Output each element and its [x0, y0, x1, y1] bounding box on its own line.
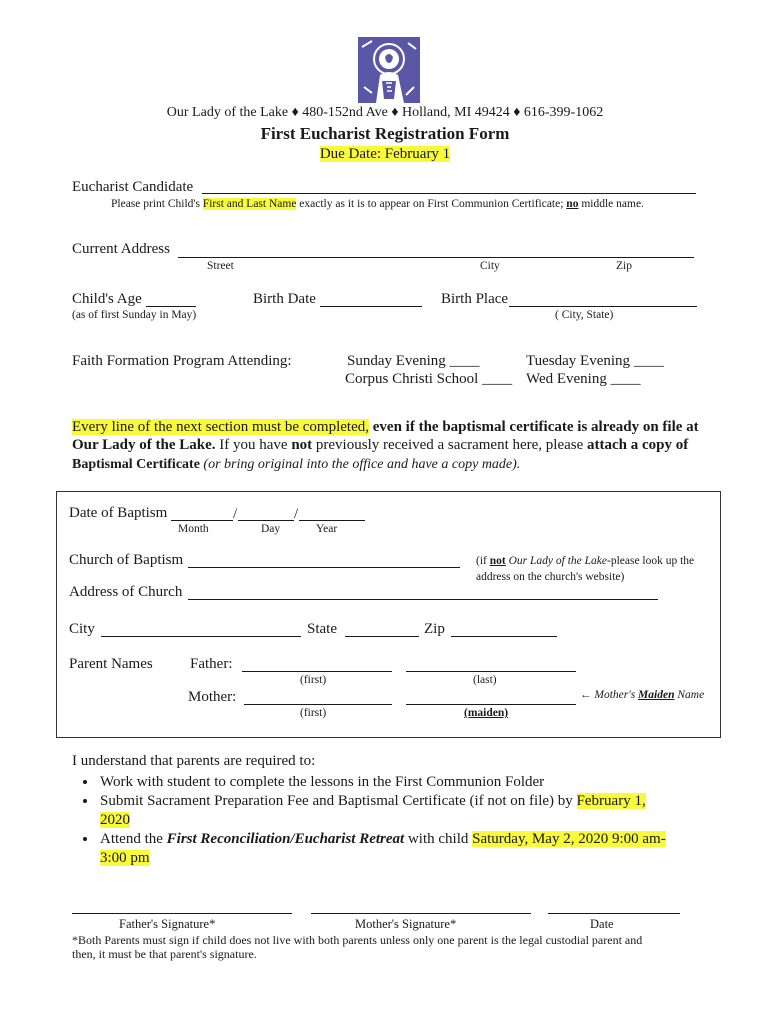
- church-label: Church of Baptism: [69, 552, 184, 568]
- mother-signature-caption: Mother's Signature*: [355, 917, 457, 931]
- birth-place-note: ( City, State): [555, 309, 614, 321]
- mother-maiden-field[interactable]: [408, 690, 574, 704]
- father-first-caption: (first): [300, 674, 327, 686]
- notice-line-1: Every line of the next section must be completed, even if the baptismal certificate is already on file at: [72, 419, 699, 435]
- mother-signature-field[interactable]: [313, 898, 529, 912]
- requirement-2: • Submit Sacrament Preparation Fee and Baptismal Certificate (if not on file) by February 1, 2020: [98, 792, 718, 830]
- maiden-note: ← Mother's Maiden Name: [580, 689, 705, 701]
- candidate-note: Please print Child's First and Last Name exactly as it is to appear on First Communion Certificate; no middle name.: [111, 198, 644, 210]
- baptism-day-field[interactable]: [240, 506, 292, 520]
- street-caption: Street: [207, 260, 234, 272]
- year-caption: Year: [316, 523, 338, 535]
- father-first-field[interactable]: [244, 657, 390, 671]
- understand-intro: I understand that parents are required to:: [72, 753, 316, 769]
- month-caption: Month: [178, 523, 209, 535]
- church-zip-label: Zip: [424, 621, 445, 637]
- baptism-month-field[interactable]: [173, 506, 231, 520]
- requirements-list: [78, 773, 718, 868]
- parent-names-label: Parent Names: [69, 656, 153, 672]
- father-last-caption: (last): [473, 674, 497, 686]
- mother-label: Mother:: [188, 689, 237, 705]
- church-city-field[interactable]: [103, 622, 299, 636]
- option-corpus-christi[interactable]: Corpus Christi School ____: [345, 371, 513, 387]
- form-title: First Eucharist Registration Form: [260, 124, 510, 143]
- candidate-label: Eucharist Candidate: [72, 179, 194, 195]
- option-tuesday-evening[interactable]: Tuesday Evening ____: [526, 353, 664, 369]
- birth-place-label: Birth Place: [441, 291, 509, 307]
- father-last-field[interactable]: [408, 657, 574, 671]
- child-age-field[interactable]: [148, 292, 194, 306]
- church-note-line-2: address on the church's website): [476, 571, 625, 583]
- address-label: Current Address: [72, 241, 170, 257]
- church-logo: [358, 37, 420, 103]
- city-caption: City: [480, 260, 500, 272]
- church-address-field[interactable]: [190, 585, 656, 599]
- notice-line-2: Our Lady of the Lake. If you have not previously received a sacrament here, please attach a copy of: [72, 437, 689, 453]
- option-sunday-evening[interactable]: Sunday Evening ____: [347, 353, 480, 369]
- child-age-note: (as of first Sunday in May): [72, 309, 197, 321]
- church-note: (if not Our Lady of the Lake-please look up the: [476, 555, 695, 567]
- day-caption: Day: [261, 523, 281, 535]
- church-of-baptism-field[interactable]: [190, 553, 458, 567]
- birth-date-field[interactable]: [322, 292, 420, 306]
- option-wed-evening[interactable]: Wed Evening ____: [526, 371, 641, 387]
- requirement-3: • Attend the First Reconciliation/Eucharist Retreat with child Saturday, May 2, 2020 9:00 am- 3:00 pm: [98, 830, 718, 868]
- zip-caption: Zip: [616, 260, 632, 272]
- father-label: Father:: [190, 656, 233, 672]
- father-signature-field[interactable]: [74, 898, 290, 912]
- candidate-name-field[interactable]: [204, 180, 694, 194]
- requirement-1: • Work with student to complete the lessons in the First Communion Folder: [98, 773, 718, 792]
- father-signature-caption: Father's Signature*: [119, 917, 216, 931]
- signature-footnote-line-2: then, it must be that parent's signature.: [72, 947, 257, 961]
- church-zip-field[interactable]: [453, 622, 555, 636]
- parish-address: Our Lady of the Lake ♦ 480-152nd Ave ♦ Holland, MI 49424 ♦ 616-399-1062: [166, 105, 604, 120]
- child-age-label: Child's Age: [72, 291, 142, 307]
- current-address-field[interactable]: [180, 243, 692, 257]
- church-city-label: City: [69, 621, 95, 637]
- church-state-field[interactable]: [347, 622, 417, 636]
- mother-first-caption: (first): [300, 707, 327, 719]
- church-state-label: State: [307, 621, 337, 637]
- due-date: Due Date: February 1: [319, 146, 451, 162]
- signature-date-field[interactable]: [550, 898, 678, 912]
- date-caption: Date: [590, 917, 614, 931]
- signature-footnote-line-1: *Both Parents must sign if child does not live with both parents unless only one parent is the legal custodial parent and: [72, 933, 643, 947]
- baptism-year-field[interactable]: [301, 506, 363, 520]
- church-address-label: Address of Church: [69, 584, 183, 600]
- notice-line-3: Baptismal Certificate (or bring original into the office and have a copy made).: [72, 457, 521, 472]
- baptism-date-label: Date of Baptism: [69, 505, 168, 521]
- birth-date-label: Birth Date: [253, 291, 316, 307]
- birth-place-field[interactable]: [511, 292, 695, 306]
- program-label: Faith Formation Program Attending:: [72, 353, 292, 369]
- mother-first-field[interactable]: [246, 690, 390, 704]
- mother-maiden-caption: (maiden): [464, 707, 509, 719]
